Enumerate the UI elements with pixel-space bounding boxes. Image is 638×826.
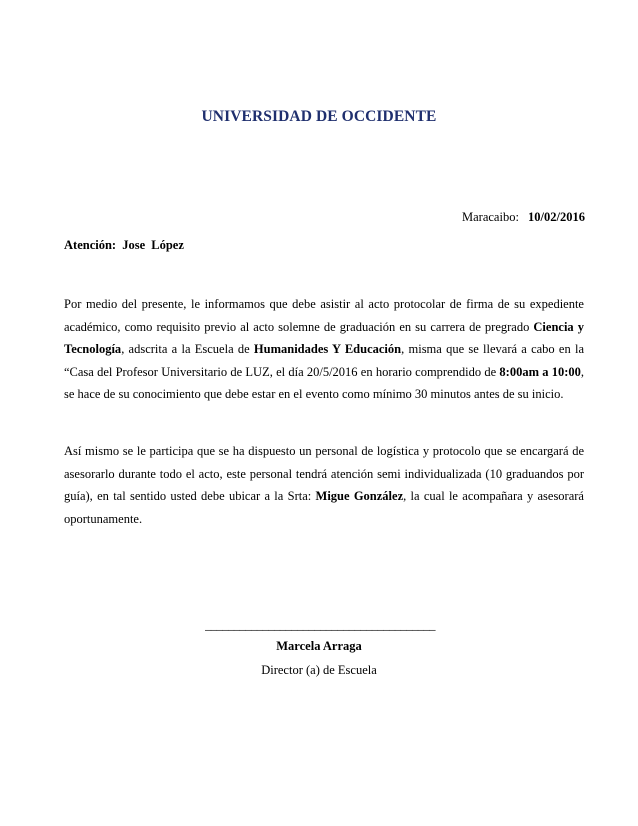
attention-line: Atención: Jose López [64,238,184,252]
document-title: UNIVERSIDAD DE OCCIDENTE [201,108,437,125]
guide-name: Migue González [315,489,404,503]
date-line [462,210,585,225]
signature-line: ________________________________________ [205,618,435,632]
paragraph-1-text-4: , se hace de su conocimiento que debe estar en el evento como mínimo 30 minutos antes de su inicio. [64,364,584,401]
school-name: Humanidades Y Educación [253,342,402,356]
paragraph-2-text-1: Así mismo se le participa que se ha dispuesto un personal de logística y protocolo que se encargará de asesorarlo durante todo el acto, este personal tendrá atención semi individualizada (10 graduandos por guía), en tal sentido usted debe ubicar a la Srta: [64,444,584,503]
event-time: 8:00am a 10:00 [499,364,581,379]
paragraph-1 [64,293,584,406]
career-name: Ciencia y Tecnología [64,319,584,356]
date-label: Maracaibo: [462,210,519,224]
paragraph-2-text-2: , la cual le acompañara y asesorará oportunamente. [64,489,584,526]
paragraph-1-text-2: , adscrita a la Escuela de [121,342,254,356]
signatory-role: Director (a) de Escuela [261,663,377,677]
date-value: 10/02/2016 [528,210,585,224]
signatory-name: Marcela Arraga [276,639,362,653]
paragraph-1-text-3: , misma que se llevará a cabo en la “Casa del Profesor Universitario de LUZ, el día 20/5/2016 en horario comprendido de [64,342,585,379]
paragraph-1-text-1: Por medio del presente, le informamos que debe asistir al acto protocolar de firma de su expediente académico, como requisito previo al acto solemne de graduación en su carrera de pregrado [64,297,584,334]
paragraph-2 [64,440,584,530]
